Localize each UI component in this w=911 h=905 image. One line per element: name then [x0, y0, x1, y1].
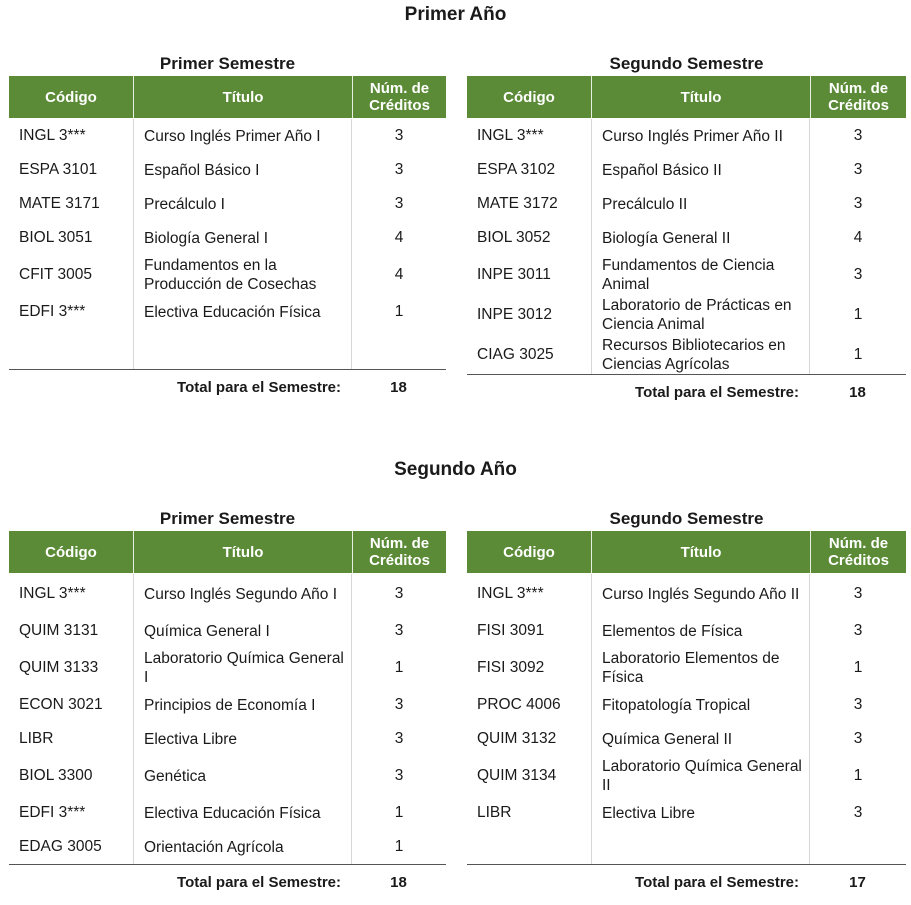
- course-title: Química General I: [133, 614, 351, 648]
- course-title: Laboratorio de Prácticas en Ciencia Animal: [591, 295, 809, 335]
- course-credits: 3: [809, 255, 906, 295]
- header-creditos: Núm. de Créditos: [810, 531, 906, 573]
- course-title: Genética: [133, 756, 351, 796]
- semester-table: [9, 509, 446, 899]
- course-code: BIOL 3300: [19, 767, 93, 784]
- empty-cell: [351, 329, 446, 369]
- course-code: MATE 3171: [19, 195, 100, 212]
- semester-table: [467, 509, 906, 899]
- course-credits: 1: [351, 295, 446, 329]
- table-row: [9, 255, 446, 295]
- total-value: 18: [390, 873, 407, 891]
- course-credits: 3: [809, 796, 906, 830]
- course-code: INGL 3***: [19, 585, 86, 602]
- table-row: [467, 574, 906, 614]
- course-credits: 3: [351, 119, 446, 153]
- course-code: INGL 3***: [477, 585, 544, 602]
- semester-title: Segundo Semestre: [609, 54, 764, 73]
- header-titulo: Título: [133, 531, 352, 573]
- table-header: [467, 531, 906, 573]
- header-codigo: Código: [503, 88, 555, 106]
- table-row: [467, 796, 906, 830]
- course-credits: 1: [809, 756, 906, 796]
- semester-total: [9, 865, 446, 899]
- table-header: [9, 531, 446, 573]
- header-creditos: Núm. de Créditos: [352, 531, 446, 573]
- course-title: Principios de Economía I: [133, 688, 351, 722]
- table-header: [9, 76, 446, 118]
- course-code: FISI 3091: [477, 622, 545, 639]
- header-codigo: Código: [45, 88, 97, 106]
- semester-table: [9, 54, 446, 404]
- course-credits: 1: [351, 796, 446, 830]
- course-code: INGL 3***: [19, 127, 86, 144]
- course-credits: 3: [809, 722, 906, 756]
- course-title: Curso Inglés Segundo Año II: [591, 574, 809, 614]
- course-title: Electiva Educación Física: [133, 295, 351, 329]
- course-title: Fundamentos en la Producción de Cosechas: [133, 255, 351, 295]
- course-credits: 3: [351, 614, 446, 648]
- table-row: [9, 688, 446, 722]
- table-row: [9, 574, 446, 614]
- course-title: Español Básico II: [591, 153, 809, 187]
- course-code: CFIT 3005: [19, 266, 92, 283]
- table-row: [467, 119, 906, 153]
- empty-cell: [591, 830, 809, 864]
- semester-total: [467, 865, 906, 899]
- course-credits: 3: [809, 153, 906, 187]
- header-titulo: Título: [591, 531, 810, 573]
- course-title: Curso Inglés Segundo Año I: [133, 574, 351, 614]
- course-title: Recursos Bibliotecarios en Ciencias Agrícolas: [591, 335, 809, 374]
- course-title: Español Básico I: [133, 153, 351, 187]
- course-code: EDFI 3***: [19, 303, 86, 320]
- table-row: [467, 153, 906, 187]
- course-code: FISI 3092: [477, 659, 545, 676]
- table-body: [467, 118, 906, 375]
- course-code: ESPA 3102: [477, 161, 556, 178]
- table-row: [467, 614, 906, 648]
- table-row: [9, 295, 446, 329]
- course-title: Laboratorio Química General I: [133, 648, 351, 688]
- course-credits: 4: [351, 255, 446, 295]
- course-code: BIOL 3052: [477, 229, 551, 246]
- table-row: [467, 722, 906, 756]
- table-body: [467, 573, 906, 865]
- course-credits: 3: [351, 153, 446, 187]
- table-row: [9, 153, 446, 187]
- course-credits: 3: [351, 756, 446, 796]
- course-code: LIBR: [19, 730, 54, 747]
- table-row: [9, 648, 446, 688]
- course-credits: 1: [809, 295, 906, 335]
- table-row: [467, 335, 906, 374]
- total-value: 18: [390, 378, 407, 396]
- table-row: [9, 796, 446, 830]
- course-credits: 3: [351, 574, 446, 614]
- table-row: [9, 722, 446, 756]
- table-row: [9, 756, 446, 796]
- course-code: ECON 3021: [19, 696, 103, 713]
- empty-cell: [467, 830, 591, 864]
- semester-title: Primer Semestre: [159, 509, 296, 528]
- course-credits: 1: [809, 335, 906, 374]
- course-title: Precálculo I: [133, 187, 351, 221]
- course-title: Electiva Libre: [591, 796, 809, 830]
- course-code: QUIM 3132: [477, 730, 557, 747]
- total-label: Total para el Semestre:: [177, 378, 341, 396]
- table-row: [9, 187, 446, 221]
- course-title: Elementos de Física: [591, 614, 809, 648]
- course-title: Laboratorio Química General II: [591, 756, 809, 796]
- course-code: LIBR: [477, 804, 512, 821]
- table-header: [467, 76, 906, 118]
- semester-title: Segundo Semestre: [609, 509, 764, 528]
- table-row: [9, 221, 446, 255]
- course-title: Curso Inglés Primer Año II: [591, 119, 809, 153]
- course-title: Orientación Agrícola: [133, 830, 351, 864]
- course-title: Biología General I: [133, 221, 351, 255]
- course-credits: 4: [809, 221, 906, 255]
- table-row: [467, 295, 906, 335]
- course-code: EDAG 3005: [19, 838, 102, 855]
- header-codigo: Código: [503, 543, 555, 561]
- table-row: [467, 756, 906, 796]
- table-row: [9, 119, 446, 153]
- table-body: [9, 118, 446, 370]
- course-credits: 3: [809, 614, 906, 648]
- course-code: PROC 4006: [477, 696, 561, 713]
- course-credits: 4: [351, 221, 446, 255]
- header-creditos: Núm. de Créditos: [810, 76, 906, 118]
- course-credits: 3: [809, 574, 906, 614]
- course-title: Fundamentos de Ciencia Animal: [591, 255, 809, 295]
- course-title: Precálculo II: [591, 187, 809, 221]
- table-row: [9, 830, 446, 864]
- course-title: Curso Inglés Primer Año I: [133, 119, 351, 153]
- course-code: QUIM 3133: [19, 659, 99, 676]
- course-credits: 3: [809, 688, 906, 722]
- course-title: Electiva Libre: [133, 722, 351, 756]
- total-label: Total para el Semestre:: [177, 873, 341, 891]
- table-row: [467, 688, 906, 722]
- course-code: EDFI 3***: [19, 804, 86, 821]
- empty-row: [467, 830, 906, 864]
- semester-table: [467, 54, 906, 409]
- course-credits: 1: [809, 648, 906, 688]
- year-title: Segundo Año: [394, 459, 517, 480]
- course-title: Laboratorio Elementos de Física: [591, 648, 809, 688]
- course-credits: 3: [351, 722, 446, 756]
- year-title: Primer Año: [404, 4, 507, 25]
- total-value: 17: [849, 873, 866, 891]
- table-body: [9, 573, 446, 865]
- course-credits: 1: [351, 648, 446, 688]
- table-row: [467, 187, 906, 221]
- total-value: 18: [849, 383, 866, 401]
- table-row: [467, 648, 906, 688]
- table-row: [467, 221, 906, 255]
- semester-title: Primer Semestre: [159, 54, 296, 73]
- course-code: MATE 3172: [477, 195, 558, 212]
- total-label: Total para el Semestre:: [635, 873, 799, 891]
- empty-cell: [133, 329, 351, 369]
- total-label: Total para el Semestre:: [635, 383, 799, 401]
- course-title: Biología General II: [591, 221, 809, 255]
- course-code: QUIM 3134: [477, 767, 557, 784]
- semester-total: [467, 375, 906, 409]
- course-title: Química General II: [591, 722, 809, 756]
- course-code: QUIM 3131: [19, 622, 99, 639]
- course-code: CIAG 3025: [477, 345, 554, 363]
- course-credits: 1: [351, 830, 446, 864]
- table-row: [467, 255, 906, 295]
- header-codigo: Código: [45, 543, 97, 561]
- course-code: INPE 3011: [477, 266, 551, 283]
- course-code: INPE 3012: [477, 306, 552, 323]
- course-code: BIOL 3051: [19, 229, 93, 246]
- empty-row: [9, 329, 446, 369]
- empty-cell: [9, 329, 133, 369]
- course-credits: 3: [351, 187, 446, 221]
- course-code: ESPA 3101: [19, 161, 98, 178]
- course-title: Electiva Educación Física: [133, 796, 351, 830]
- course-credits: 3: [809, 119, 906, 153]
- course-credits: 3: [809, 187, 906, 221]
- header-titulo: Título: [133, 76, 352, 118]
- empty-cell: [809, 830, 906, 864]
- course-credits: 3: [351, 688, 446, 722]
- header-creditos: Núm. de Créditos: [352, 76, 446, 118]
- table-row: [9, 614, 446, 648]
- header-titulo: Título: [591, 76, 810, 118]
- course-title: Fitopatología Tropical: [591, 688, 809, 722]
- course-code: INGL 3***: [477, 127, 544, 144]
- semester-total: [9, 370, 446, 404]
